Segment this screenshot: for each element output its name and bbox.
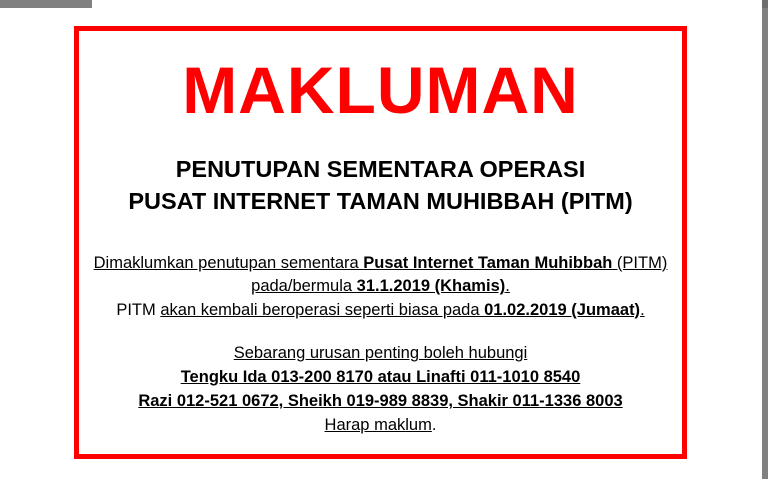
window-chrome-strip-right-cap	[762, 0, 768, 8]
body-line-1-part-a: Dimaklumkan penutupan sementara	[93, 253, 364, 272]
notice-box	[74, 26, 687, 459]
body-line-2-part-a: pada/bermula	[251, 277, 357, 296]
body-line-3-part-b: akan kembali beroperasi seperti biasa pada	[160, 300, 485, 319]
contact-line-1: Sebarang urusan penting boleh hubungi	[233, 344, 528, 363]
body-line-2	[89, 275, 672, 298]
body-line-1-part-c: (PITM)	[612, 253, 668, 272]
subheading	[89, 153, 672, 218]
contact-line-2: Tengku Ida 013-200 8170 atau Linafti 011-1010 8540	[180, 368, 581, 387]
contact-line-4-part-a: Harap maklum	[324, 415, 432, 434]
body-line-1	[89, 252, 672, 275]
body-line-3-part-a: PITM	[116, 300, 161, 319]
body-line-2-part-c: .	[505, 277, 510, 296]
body-line-3-part-c: 01.02.2019 (Jumaat)	[484, 300, 641, 319]
body-line-3-part-d: .	[640, 300, 645, 319]
subheading-line-2: PUSAT INTERNET TAMAN MUHIBBAH (PITM)	[128, 188, 633, 215]
contact-line-4	[89, 414, 672, 438]
subheading-line-1: PENUTUPAN SEMENTARA OPERASI	[175, 156, 586, 182]
body-line-3	[89, 299, 672, 322]
notice-content	[79, 53, 682, 438]
contact-line-4-part-b: .	[431, 415, 437, 434]
contact-paragraph	[89, 342, 672, 438]
body-paragraph	[89, 252, 672, 322]
contact-line-3: Razi 012-521 0672, Sheikh 019-989 8839, Shakir 011-1336 8003	[138, 391, 623, 410]
page-title: MAKLUMAN	[182, 53, 579, 127]
body-line-1-part-b: Pusat Internet Taman Muhibbah	[363, 253, 613, 272]
body-line-2-part-b: 31.1.2019 (Khamis)	[356, 277, 506, 296]
window-chrome-strip-left	[0, 0, 92, 8]
window-chrome-strip-right	[762, 0, 768, 479]
